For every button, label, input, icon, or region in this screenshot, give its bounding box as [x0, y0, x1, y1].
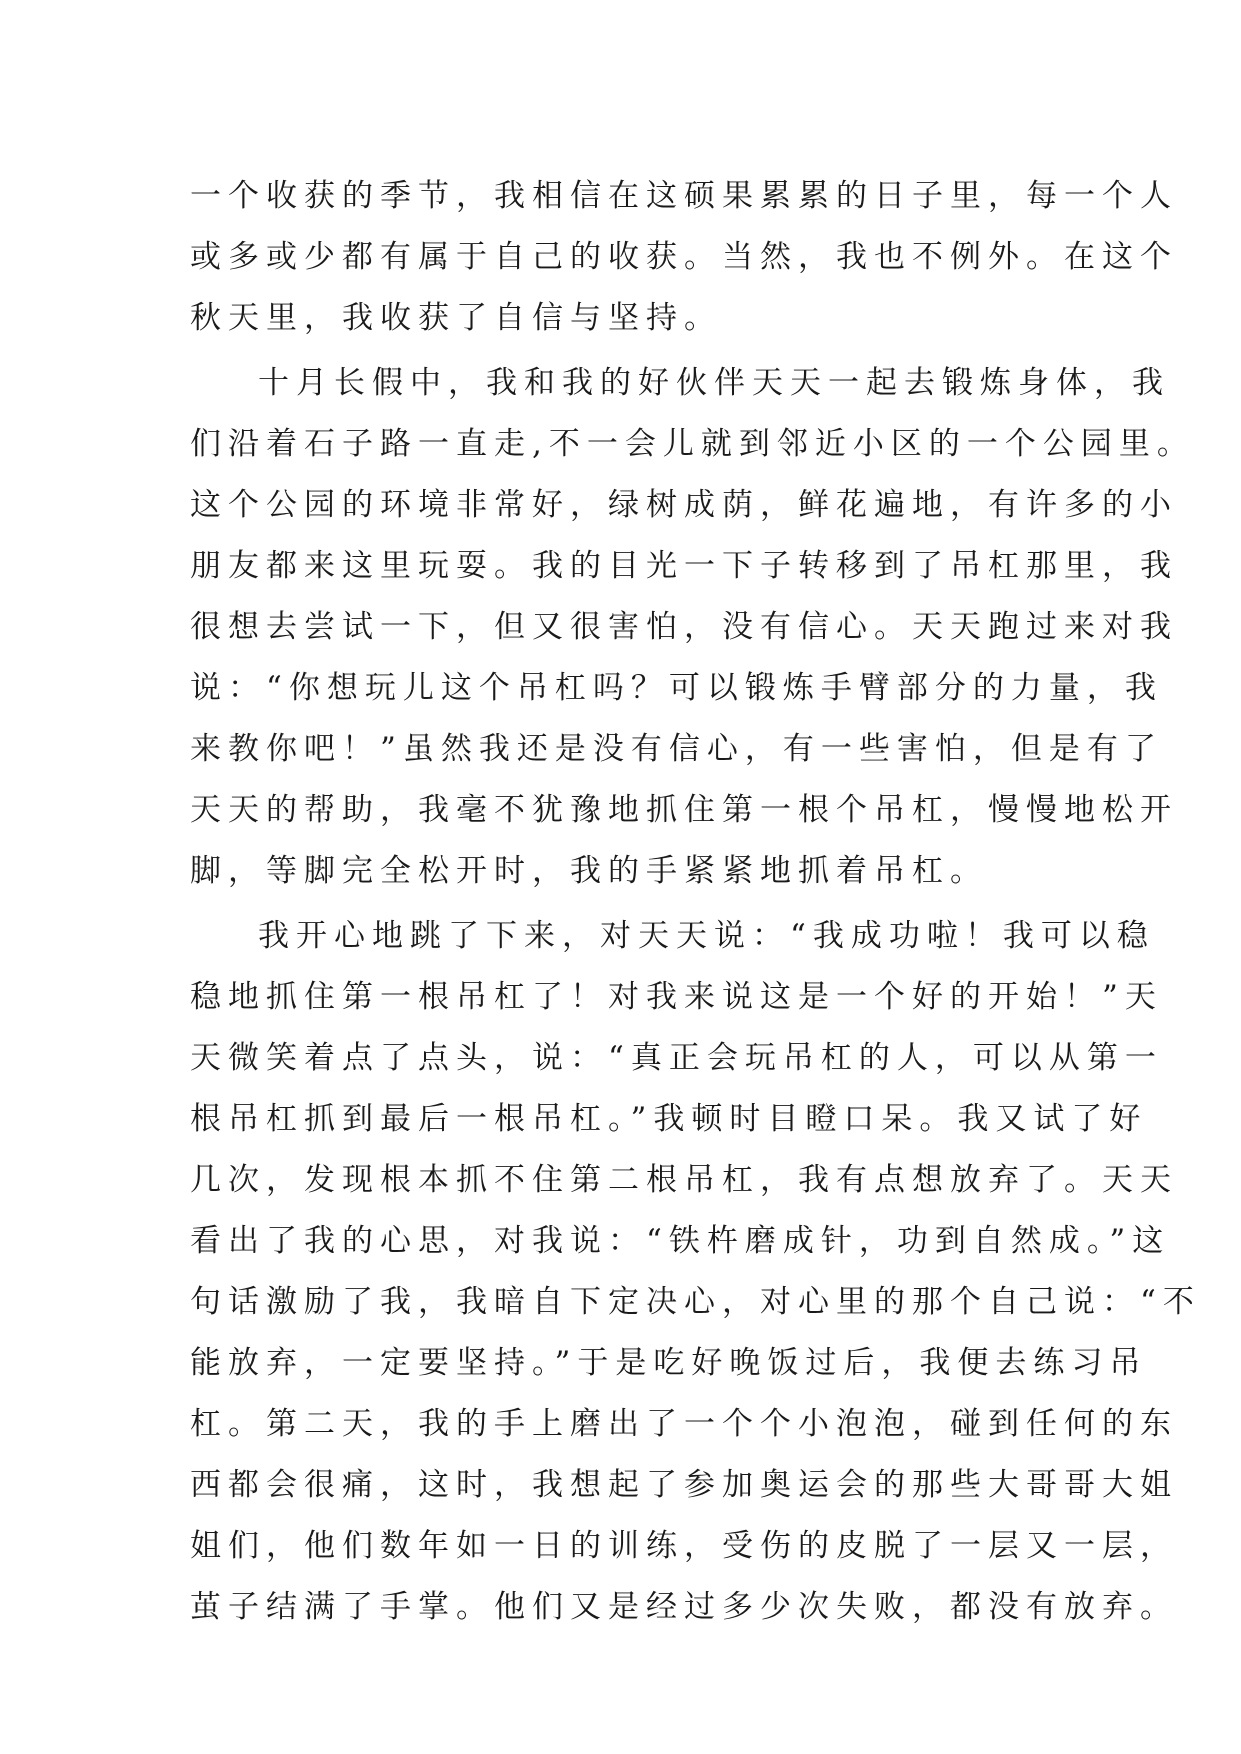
text-line: 来教你吧！”虽然我还是没有信心，有一些害怕，但是有了: [190, 731, 1163, 767]
text-line: 句话激励了我，我暗自下定决心，对心里的那个自己说：“不: [190, 1284, 1201, 1320]
text-line: 说：“你想玩儿这个吊杠吗？可以锻炼手臂部分的力量，我: [190, 670, 1163, 706]
text-line: 看出了我的心思，对我说：“铁杵磨成针，功到自然成。”这: [190, 1223, 1171, 1259]
text-line: 根吊杠抓到最后一根吊杠。”我顿时目瞪口呆。我又试了好: [190, 1101, 1148, 1137]
text-line: 杠。第二天，我的手上磨出了一个个小泡泡，碰到任何的东: [190, 1406, 1178, 1442]
text-line: 茧子结满了手掌。他们又是经过多少次失败，都没有放弃。: [190, 1589, 1178, 1625]
text-line: 能放弃，一定要坚持。”于是吃好晚饭过后，我便去练习吊: [190, 1345, 1148, 1381]
essay-body: [190, 166, 1201, 1638]
text-line: 这个公园的环境非常好，绿树成荫，鲜花遍地，有许多的小: [190, 487, 1178, 523]
text-line: 秋天里，我收获了自信与坚持。: [190, 300, 722, 336]
text-line: 一个收获的季节，我相信在这硕果累累的日子里，每一个人: [190, 178, 1178, 214]
text-line: 很想去尝试一下，但又很害怕，没有信心。天天跑过来对我: [190, 609, 1178, 645]
text-line: 姐们，他们数年如一日的训练，受伤的皮脱了一层又一层，: [190, 1528, 1178, 1564]
text-line: 西都会很痛，这时，我想起了参加奥运会的那些大哥哥大姐: [190, 1467, 1178, 1503]
text-line: 几次，发现根本抓不住第二根吊杠，我有点想放弃了。天天: [190, 1162, 1178, 1198]
text-line: 或多或少都有属于自己的收获。当然，我也不例外。在这个: [190, 239, 1178, 275]
paragraph-start-line: 十月长假中，我和我的好伙伴天天一起去锻炼身体，我: [258, 365, 1170, 401]
text-line: 稳地抓住第一根吊杠了！对我来说这是一个好的开始！”天: [190, 979, 1163, 1015]
text-line: 脚，等脚完全松开时，我的手紧紧地抓着吊杠。: [190, 853, 988, 889]
paragraph-start-line: 我开心地跳了下来，对天天说：“我成功啦！我可以稳: [258, 918, 1155, 954]
text-line: 朋友都来这里玩耍。我的目光一下子转移到了吊杠那里，我: [190, 548, 1178, 584]
text-line: 们沿着石子路一直走,不一会儿就到邻近小区的一个公园里。: [190, 426, 1195, 462]
text-line: 天天的帮助，我毫不犹豫地抓住第一根个吊杠，慢慢地松开: [190, 792, 1178, 828]
text-line: 天微笑着点了点头，说：“真正会玩吊杠的人，可以从第一: [190, 1040, 1163, 1076]
